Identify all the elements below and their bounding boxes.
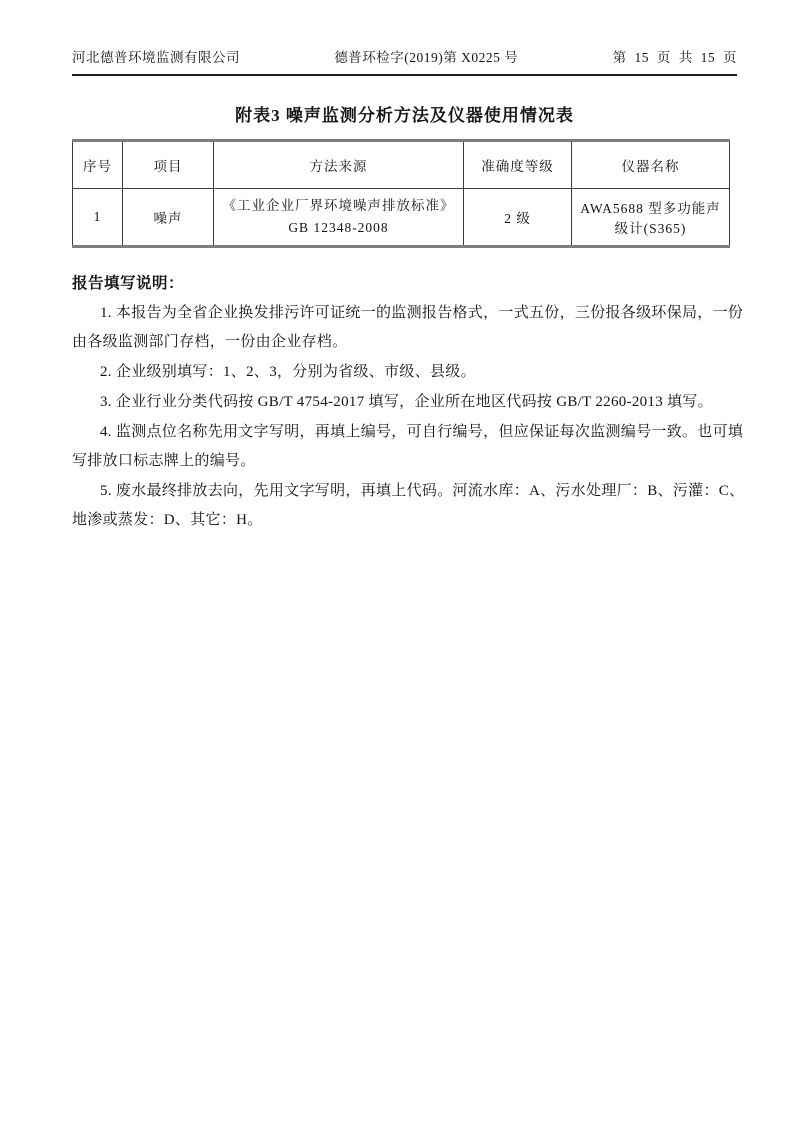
cell-seq: 1 — [73, 189, 123, 247]
column-header-accuracy-grade: 准确度等级 — [464, 141, 572, 189]
page-header — [72, 46, 737, 66]
column-header-item: 项目 — [123, 141, 214, 189]
column-header-instrument-name: 仪器名称 — [572, 141, 730, 189]
cell-accuracy-grade: 2 级 — [464, 189, 572, 247]
note-item-1: 1. 本报告为全省企业换发排污许可证统一的监测报告格式，一式五份，三份报各级环保局，一份由各级监测部门存档，一份由企业存档。 — [72, 305, 744, 350]
company-name: 河北德普环境监测有限公司 — [72, 50, 240, 65]
method-standard-code: GB 12348-2008 — [288, 220, 389, 235]
method-standard-name: 《工业企业厂界环境噪声排放标准》 — [222, 198, 455, 213]
report-notes-section — [72, 269, 748, 535]
note-item-3: 3. 企业行业分类代码按 GB/T 4754-2017 填写，企业所在地区代码按 GB/T 2260-2013 填写。 — [100, 394, 713, 410]
header-divider — [72, 74, 737, 76]
note-item-5: 5. 废水最终排放去向，先用文字写明，再填上代码。河流水库：A、污水处理厂：B、污灌：C、地渗或蒸发：D、其它：H。 — [72, 483, 745, 528]
cell-item: 噪声 — [123, 189, 214, 247]
column-header-seq: 序号 — [73, 141, 123, 189]
table-row — [73, 189, 730, 247]
note-item-2: 2. 企业级别填写：1、2、3，分别为省级、市级、县级。 — [100, 364, 476, 380]
document-number: 德普环检字(2019)第 X0225 号 — [334, 50, 519, 65]
page-indicator: 第 15 页 共 15 页 — [612, 50, 737, 65]
note-item-4: 4. 监测点位名称先用文字写明，再填上编号，可自行编号，但应保证每次监测编号一致。也可填写排放口标志牌上的编号。 — [72, 424, 744, 469]
cell-method-source — [214, 189, 464, 247]
cell-instrument-name: AWA5688 型多功能声级计(S365) — [572, 189, 730, 247]
method-instrument-table — [72, 139, 730, 248]
column-header-method-source: 方法来源 — [214, 141, 464, 189]
table-header-row — [73, 141, 730, 189]
notes-heading: 报告填写说明： — [72, 275, 185, 292]
page-title: 附表3 噪声监测分析方法及仪器使用情况表 — [235, 106, 574, 125]
